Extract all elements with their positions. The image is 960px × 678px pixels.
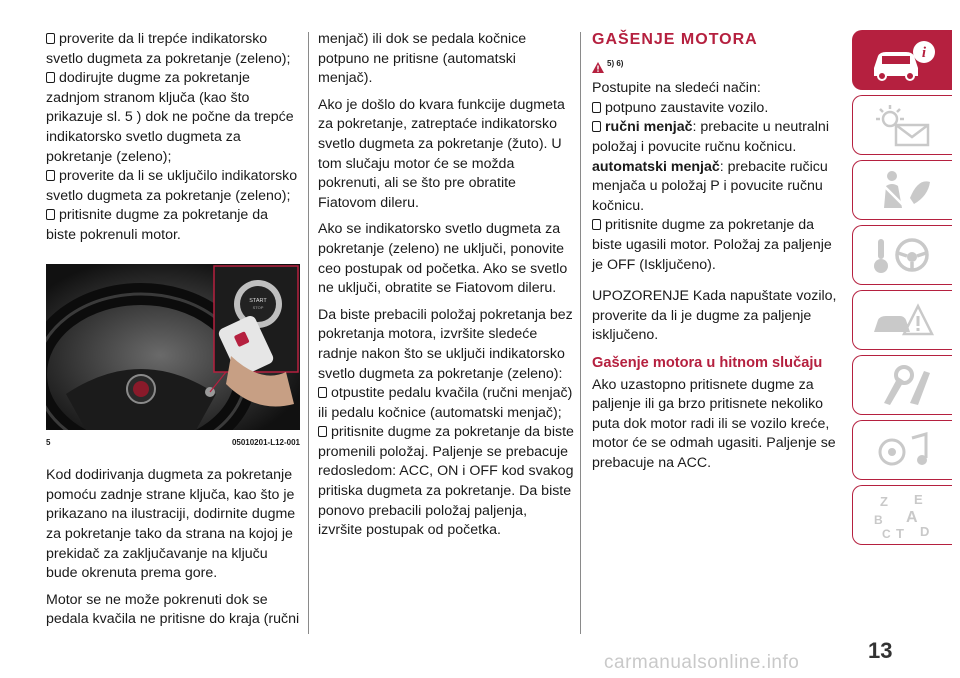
subsection-title: Gašenje motora u hitnom slučaju bbox=[592, 354, 823, 371]
paragraph: Ako se indikatorsko svetlo dugmeta za pokretanje (zeleno) ne uključi, ponovite ceo postupak od početka. Ako se svetlo ne uključi, obratite se Fiatovom dileru. bbox=[318, 221, 568, 297]
bullet-item: proverite da li se uključilo indikatorsko svetlo dugmeta za pokretanje (zeleno); bbox=[46, 168, 298, 204]
car-info-icon bbox=[868, 38, 938, 82]
tab-starting-driving[interactable] bbox=[852, 225, 952, 285]
warning-paragraph: UPOZORENJE Kada napuštate vozilo, proverite da li je dugme za paljenje isključeno. bbox=[592, 288, 837, 344]
svg-text:C: C bbox=[881, 527, 891, 540]
crash-icon bbox=[868, 298, 938, 342]
svg-text:A: A bbox=[905, 509, 918, 526]
svg-text:STOP: STOP bbox=[252, 304, 264, 310]
svg-text:D: D bbox=[919, 524, 929, 539]
column-middle bbox=[318, 30, 574, 541]
tab-warning-lights[interactable] bbox=[852, 95, 952, 155]
paragraph: Motor se ne može pokrenuti dok se pedala kvačila ne pritisne do kraja (ručni bbox=[46, 591, 300, 628]
checkbox-bullet-icon bbox=[592, 102, 601, 113]
paragraph: Ako je došlo do kvara funkcije dugmeta za pokretanje, zatreptaće indikatorsko svetlo dugmeta za pokretanje (žuto). U tom slučaju motor će se možda pokrenuti, ali se što pre obratite Fiatovom dileru. bbox=[318, 96, 565, 211]
checkbox-bullet-icon bbox=[46, 209, 55, 220]
bullet-item: proverite da li trepće indikatorsko svetlo dugmeta za pokretanje (zeleno); bbox=[46, 31, 291, 67]
media-icon bbox=[868, 428, 938, 472]
svg-text:B: B bbox=[873, 513, 883, 527]
svg-text:i: i bbox=[921, 45, 926, 61]
tab-vehicle-info[interactable] bbox=[852, 30, 952, 90]
steering-wheel-icon bbox=[868, 233, 938, 277]
tab-safety[interactable] bbox=[852, 160, 952, 220]
checkbox-bullet-icon bbox=[318, 426, 327, 437]
paragraph: menjač) ili dok se pedala kočnice potpuno ne pritisne (automatski menjač). bbox=[318, 31, 527, 87]
checkbox-bullet-icon bbox=[592, 121, 601, 132]
bullet-item: pritisnite dugme za pokretanje da biste pokrenuli motor. bbox=[46, 207, 268, 243]
figure-number: 5 bbox=[46, 437, 51, 447]
bullet-item: ručni menjač: prebacite u neutralni položaj i povucite ručnu kočnicu. bbox=[592, 119, 829, 155]
warning-triangle-icon bbox=[592, 62, 604, 73]
column-right bbox=[592, 30, 846, 480]
warning-lights-icon bbox=[868, 103, 938, 147]
watermark-text: carmanualsonline.info bbox=[604, 652, 800, 673]
section-title: GAŠENJE MOTORA bbox=[592, 31, 758, 48]
steering-wheel-photo bbox=[46, 264, 300, 430]
svg-text:T: T bbox=[895, 526, 904, 540]
tab-multimedia[interactable] bbox=[852, 420, 952, 480]
checkbox-bullet-icon bbox=[46, 170, 55, 181]
bullet-item: dodirujte dugme za pokretanje zadnjom stranom ključa (kao što prikazuje sl. 5 ) dok ne počne da trepće indikatorsko svetlo dugmeta za pokretanje (zeleno); bbox=[46, 70, 294, 165]
checkbox-bullet-icon bbox=[592, 219, 601, 230]
chapter-sidebar bbox=[852, 30, 952, 550]
paragraph: Postupite na sledeći način: bbox=[592, 80, 761, 97]
checkbox-bullet-icon bbox=[318, 387, 327, 398]
seatbelt-airbag-icon bbox=[868, 168, 938, 212]
tab-maintenance[interactable] bbox=[852, 355, 952, 415]
column-divider bbox=[580, 32, 581, 634]
figure-code: 05010201-L12-001 bbox=[231, 437, 300, 447]
bullet-item: otpustite pedalu kvačila (ručni menjač) ili pedalu kočnice (automatski menjač); bbox=[318, 385, 573, 421]
paragraph: Kod dodirivanja dugmeta za pokretanje pomoću zadnje strane ključa, kao što je prikazano na ilustraciji, dodirnite dugme za pokretanje tako da strana na kojoj je prekidač za zaključavanje na ključu bude okrenuta prema gore. bbox=[46, 467, 296, 582]
svg-text:START: START bbox=[249, 297, 267, 304]
bullet-item: pritisnite dugme za pokretanje da biste promenili položaj. Paljenje se prebacuje redosledom: ACC, ON i OFF kod svakog pritiska dugmeta za pokretanje. Da biste ponovo prebacili položaj paljenja, izvršite postupak od početka. bbox=[318, 424, 574, 539]
tab-index[interactable] bbox=[852, 485, 952, 545]
page-number: 13 bbox=[868, 638, 893, 663]
column-left bbox=[46, 30, 300, 637]
paragraph: automatski menjač: prebacite ručicu menjača u položaj P i povucite ručnu kočnicu. bbox=[592, 158, 828, 214]
column-divider bbox=[308, 32, 309, 634]
checkbox-bullet-icon bbox=[46, 33, 55, 44]
index-icon bbox=[868, 490, 938, 540]
figure-start-button bbox=[46, 264, 300, 430]
warning-reference: 5) 6) bbox=[592, 54, 846, 74]
paragraph: Da biste prebacili položaj pokretanja bez pokretanja motora, izvršite sledeće radnje nakon što se uključi indikatorsko svetlo dugmeta za pokretanje (zeleno): bbox=[318, 306, 573, 382]
figure-caption bbox=[46, 433, 300, 453]
checkbox-bullet-icon bbox=[46, 72, 55, 83]
svg-text:E: E bbox=[913, 492, 923, 507]
paragraph: Ako uzastopno pritisnete dugme za paljenje ili ga brzo pritisnete nekoliko puta dok motor radi ili se vozilo kreće, motor će se odmah ugasiti. Paljenje se prebacuje na ACC. bbox=[592, 376, 836, 471]
tab-emergency[interactable] bbox=[852, 290, 952, 350]
svg-text:Z: Z bbox=[879, 494, 888, 509]
tools-icon bbox=[868, 363, 938, 407]
bullet-item: potpuno zaustavite vozilo. bbox=[592, 99, 846, 119]
bullet-item: pritisnite dugme za pokretanje da biste ugasili motor. Položaj za paljenje je OFF (Isključeno). bbox=[592, 217, 832, 273]
